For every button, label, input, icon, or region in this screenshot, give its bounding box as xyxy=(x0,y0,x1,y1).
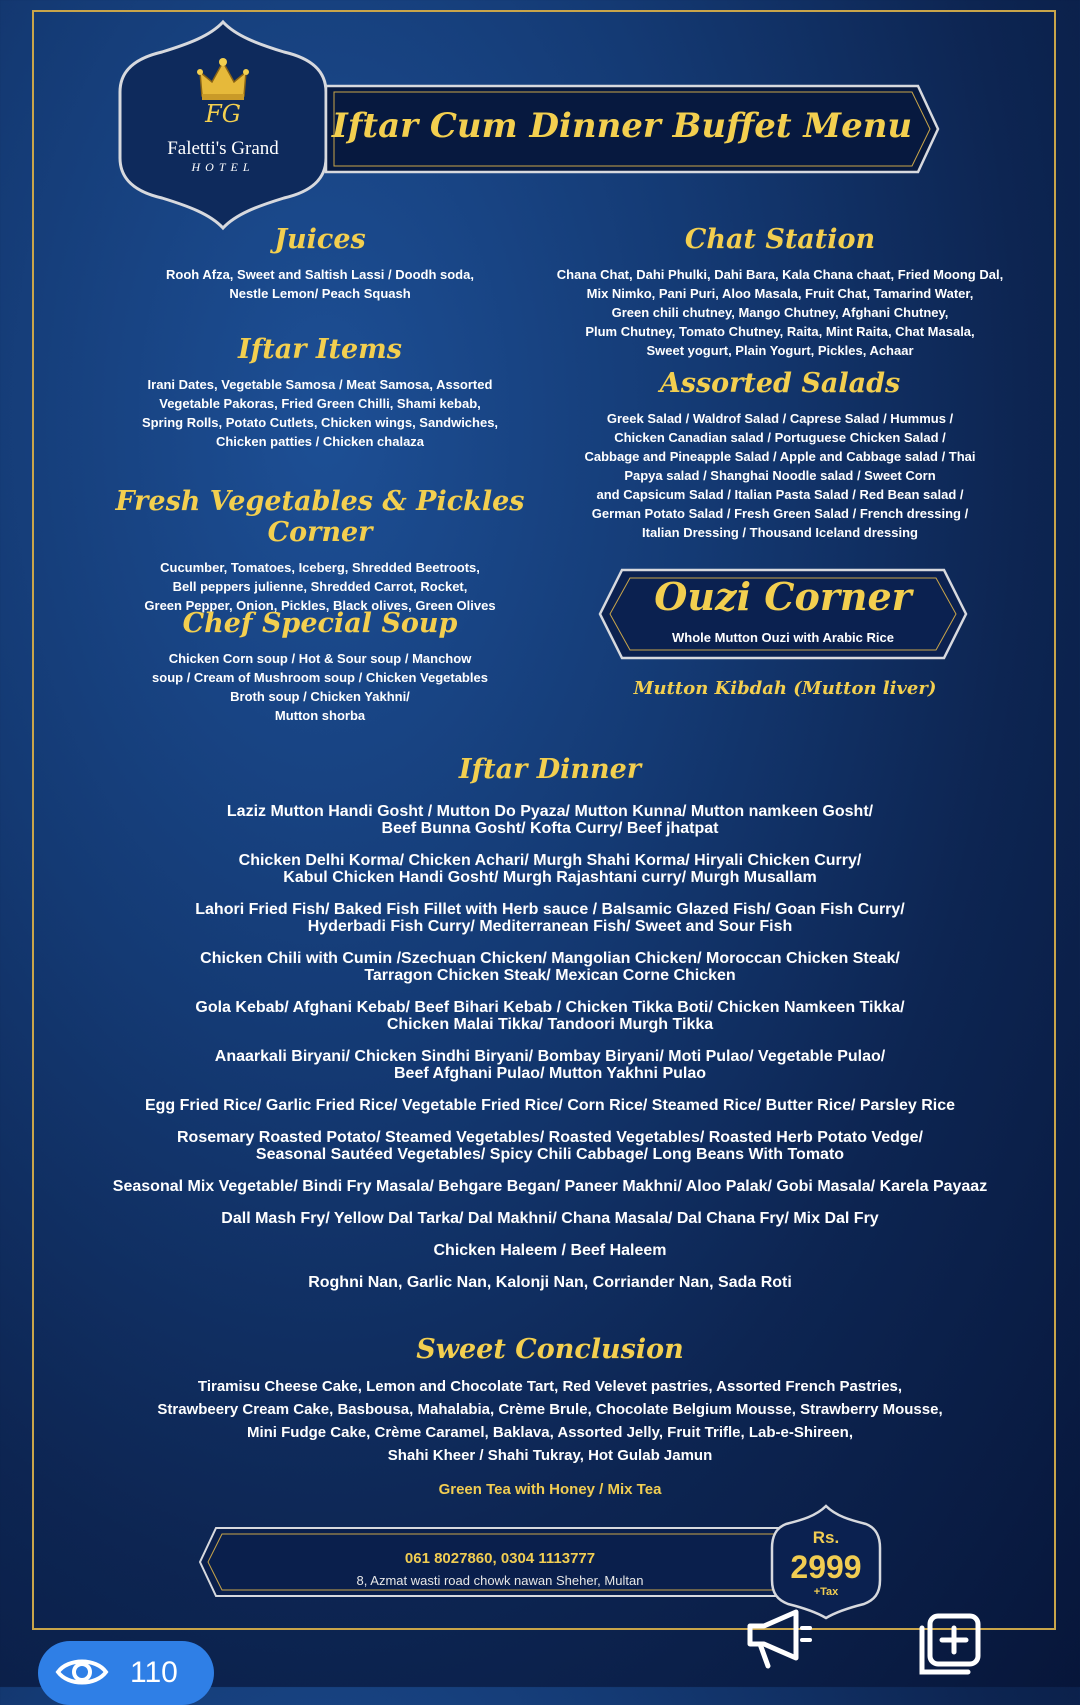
chat-station-line: Chana Chat, Dahi Phulki, Dahi Bara, Kala Chana chaat, Fried Moong Dal, xyxy=(556,267,1004,282)
dinner-row xyxy=(40,901,1060,935)
iftar-items-line: Vegetable Pakoras, Fried Green Chilli, Shami kebab, xyxy=(159,396,481,411)
chat-station-section xyxy=(530,224,1030,360)
salads-line: German Potato Salad / Fresh Green Salad / French dressing / xyxy=(591,506,969,521)
salads-line: Italian Dressing / Thousand Iceland dressing xyxy=(642,525,918,540)
soup-line: Chicken Corn soup / Hot & Sour soup / Manchow xyxy=(168,651,472,666)
salads-line: Cabbage and Pineapple Salad / Apple and Cabbage salad / Thai xyxy=(584,449,976,464)
dinner-row xyxy=(40,1242,1060,1259)
price-tax: +Tax xyxy=(813,1586,839,1598)
dinner-line: Chicken Delhi Korma/ Chicken Achari/ Murgh Shahi Korma/ Hiryali Chicken Curry/ xyxy=(238,852,862,869)
ouzi-heading: Ouzi Corner xyxy=(654,574,912,619)
dinner-row xyxy=(40,852,1060,886)
dinner-row xyxy=(40,1048,1060,1082)
megaphone-icon[interactable] xyxy=(744,1606,816,1672)
sweet-line: Strawbeery Cream Cake, Basbousa, Mahalabia, Crème Brule, Chocolate Belgium Mousse, Strawberry Mousse, xyxy=(157,1401,943,1418)
dinner-line: Anaarkali Biryani/ Chicken Sindhi Biryani/ Bombay Biryani/ Moti Pulao/ Vegetable Pulao/ xyxy=(214,1048,886,1065)
views-count: 110 xyxy=(130,1656,178,1689)
salads-heading: Assorted Salads xyxy=(659,368,901,399)
phone-numbers[interactable]: 061 8027860, 0304 1113777 xyxy=(404,1550,596,1567)
dinner-line: Lahori Fried Fish/ Baked Fish Fillet with Herb sauce / Balsamic Glazed Fish/ Goan Fish Curry/ xyxy=(195,901,905,918)
hotel-subtitle: HOTEL xyxy=(191,160,255,174)
juices-heading: Juices xyxy=(274,224,366,255)
dinner-row xyxy=(40,1274,1060,1291)
iftar-dinner-heading: Iftar Dinner xyxy=(458,754,642,785)
fresh-veg-section xyxy=(100,486,540,615)
dinner-line: Laziz Mutton Handi Gosht / Mutton Do Pyaza/ Mutton Kunna/ Mutton namkeen Gosht/ xyxy=(226,803,874,820)
dinner-row xyxy=(40,1210,1060,1227)
dinner-row xyxy=(40,999,1060,1033)
dinner-line: Beef Bunna Gosht/ Kofta Curry/ Beef jhatpat xyxy=(381,820,719,837)
salads-line: Papya salad / Shanghai Noodle salad / Sweet Corn xyxy=(624,468,936,483)
soup-line: soup / Cream of Mushroom soup / Chicken Vegetables xyxy=(152,670,488,685)
chat-station-line: Green chili chutney, Mango Chutney, Afghani Chutney, xyxy=(611,305,949,320)
dinner-line: Beef Afghani Pulao/ Mutton Yakhni Pulao xyxy=(393,1065,707,1082)
juices-line: Nestle Lemon/ Peach Squash xyxy=(229,286,411,301)
soup-section xyxy=(120,608,520,725)
dinner-line: Rosemary Roasted Potato/ Steamed Vegetables/ Roasted Vegetables/ Roasted Herb Potato Vedge/ xyxy=(176,1129,923,1146)
dinner-line: Gola Kebab/ Afghani Kebab/ Beef Bihari Kebab / Chicken Tikka Boti/ Chicken Namkeen Tikka/ xyxy=(195,999,905,1016)
chat-station-line: Sweet yogurt, Plain Yogurt, Pickles, Achaar xyxy=(646,343,914,358)
eye-icon xyxy=(54,1652,110,1692)
iftar-items-line: Chicken patties / Chicken chalaza xyxy=(215,434,425,449)
iftar-items-section xyxy=(110,334,530,451)
dinner-line: Chicken Malai Tikka/ Tandoori Murgh Tikka xyxy=(386,1016,714,1033)
sweet-heading: Sweet Conclusion xyxy=(416,1334,684,1365)
juices-section xyxy=(120,224,520,303)
add-square-icon[interactable] xyxy=(916,1612,984,1680)
dinner-line: Roghni Nan, Garlic Nan, Kalonji Nan, Corriander Nan, Sada Roti xyxy=(308,1274,792,1291)
menu-title: Iftar Cum Dinner Buffet Menu xyxy=(331,106,913,146)
dinner-line: Hyderbadi Fish Curry/ Mediterranean Fish/ Sweet and Sour Fish xyxy=(307,918,793,935)
salads-line: and Capsicum Salad / Italian Pasta Salad / Red Bean salad / xyxy=(596,487,964,502)
dinner-row xyxy=(40,1097,1060,1114)
dinner-row xyxy=(40,803,1060,837)
logo-monogram: FG xyxy=(205,100,241,128)
dinner-line: Seasonal Mix Vegetable/ Bindi Fry Masala/ Behgare Began/ Paneer Makhni/ Aloo Palak/ Gobi Masala/ Karela Payaaz xyxy=(112,1178,988,1195)
dinner-line: Seasonal Sautéed Vegetables/ Spicy Chili Cabbage/ Long Beans With Tomato xyxy=(255,1146,845,1163)
dinner-line: Dall Mash Fry/ Yellow Dal Tarka/ Dal Makhni/ Chana Masala/ Dal Chana Fry/ Mix Dal Fry xyxy=(221,1210,879,1227)
sweet-section xyxy=(40,1334,1060,1498)
tea-line: Green Tea with Honey / Mix Tea xyxy=(438,1481,662,1498)
dinner-line: Kabul Chicken Handi Gosht/ Murgh Rajashtani curry/ Murgh Musallam xyxy=(283,869,817,886)
sweet-line: Tiramisu Cheese Cake, Lemon and Chocolate Tart, Red Velevet pastries, Assorted French Pastries, xyxy=(197,1378,903,1395)
dinner-row xyxy=(40,1178,1060,1195)
chat-station-line: Plum Chutney, Tomato Chutney, Raita, Mint Raita, Chat Masala, xyxy=(585,324,975,339)
fresh-veg-line: Bell peppers julienne, Shredded Carrot, Rocket, xyxy=(172,579,468,594)
crown-icon xyxy=(196,56,250,102)
dinner-row xyxy=(40,950,1060,984)
soup-line: Broth soup / Chicken Yakhni/ xyxy=(230,689,410,704)
fresh-veg-line: Cucumber, Tomatoes, Iceberg, Shredded Beetroots, xyxy=(160,560,480,575)
price-amount: 2999 xyxy=(790,1549,862,1585)
iftar-items-line: Irani Dates, Vegetable Samosa / Meat Samosa, Assorted xyxy=(147,377,493,392)
logo-text xyxy=(112,138,334,175)
contact-info xyxy=(300,1550,700,1588)
sweet-line: Mini Fudge Cake, Crème Caramel, Baklava, Assorted Jelly, Fruit Trifle, Lab-e-Shireen, xyxy=(246,1424,854,1441)
sweet-line: Shahi Kheer / Shahi Tukray, Hot Gulab Jamun xyxy=(387,1447,713,1464)
fresh-veg-line: Green Pepper, Onion, Pickles, Black olives, Green Olives xyxy=(144,598,496,613)
iftar-dinner-section xyxy=(40,754,1060,1306)
soup-heading: Chef Special Soup xyxy=(182,608,458,639)
salads-line: Chicken Canadian salad / Portuguese Chicken Salad / xyxy=(614,430,946,445)
iftar-items-line: Spring Rolls, Potato Cutlets, Chicken wings, Sandwiches, xyxy=(141,415,499,430)
chat-station-line: Mix Nimko, Pani Puri, Aloo Masala, Fruit Chat, Tamarind Water, xyxy=(586,286,974,301)
salads-line: Greek Salad / Waldrof Salad / Caprese Salad / Hummus / xyxy=(606,411,954,426)
hotel-name: Faletti's Grand xyxy=(167,138,279,159)
price-currency: Rs. xyxy=(812,1528,840,1547)
salads-section xyxy=(550,368,1010,542)
juices-line: Rooh Afza, Sweet and Saltish Lassi / Doodh soda, xyxy=(166,267,474,282)
dinner-line: Egg Fried Rice/ Garlic Fried Rice/ Vegetable Fried Rice/ Corn Rice/ Steamed Rice/ Butter Rice/ Parsley Rice xyxy=(144,1097,956,1114)
dinner-line: Tarragon Chicken Steak/ Mexican Corne Chicken xyxy=(364,967,736,984)
dinner-line: Chicken Haleem / Beef Haleem xyxy=(433,1242,667,1259)
dinner-row xyxy=(40,1129,1060,1163)
address: 8, Azmat wasti road chowk nawan Sheher, Multan xyxy=(356,1573,644,1588)
ouzi-extra: Mutton Kibdah (Mutton liver) xyxy=(633,678,937,699)
dinner-line: Chicken Chili with Cumin /Szechuan Chicken/ Mangolian Chicken/ Moroccan Chicken Steak/ xyxy=(200,950,900,967)
price xyxy=(766,1528,886,1598)
fresh-veg-heading: Fresh Vegetables & Pickles Corner xyxy=(115,486,525,548)
chat-station-heading: Chat Station xyxy=(684,224,876,255)
ouzi-subtitle: Whole Mutton Ouzi with Arabic Rice xyxy=(672,630,894,645)
soup-line: Mutton shorba xyxy=(274,708,366,723)
iftar-items-heading: Iftar Items xyxy=(238,334,402,365)
